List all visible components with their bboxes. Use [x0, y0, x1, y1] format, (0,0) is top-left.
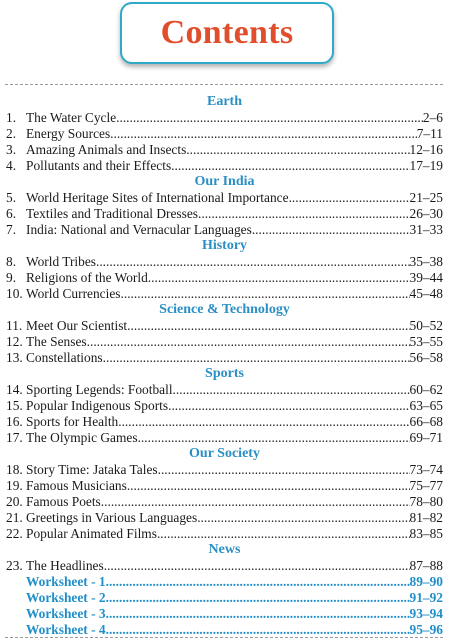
- table-of-contents: [6, 94, 443, 638]
- entry-number: 17.: [6, 430, 23, 445]
- entry-pages: 89–90: [409, 574, 443, 589]
- entry-pages: 2–6: [422, 110, 443, 125]
- entry-number: 8.: [6, 254, 17, 269]
- entry-title: Popular Animated Films: [26, 526, 157, 541]
- entry-title: World Tribes: [26, 254, 96, 269]
- dot-leader: [106, 606, 410, 622]
- entry-title: The Headlines: [26, 558, 104, 573]
- contents-title-box: [120, 2, 334, 64]
- entry-title: India: National and Vernacular Languages: [26, 222, 252, 237]
- entry-pages: 87–88: [409, 558, 443, 573]
- entry-number: 22.: [6, 526, 23, 541]
- entry-pages: 83–85: [409, 526, 443, 541]
- dot-leader: [106, 622, 410, 638]
- entry-number: 21.: [6, 510, 23, 525]
- entry-title: Greetings in Various Languages: [26, 510, 198, 525]
- entry-pages: 81–82: [409, 510, 443, 525]
- entry-number: 10.: [6, 286, 23, 301]
- worksheet-entry[interactable]: [6, 622, 443, 638]
- dot-leader: [148, 270, 410, 286]
- entry-pages: 91–92: [409, 590, 443, 605]
- dot-leader: [87, 334, 410, 350]
- dot-leader: [110, 126, 417, 142]
- entry-title: Constellations: [26, 350, 103, 365]
- dot-leader: [127, 478, 410, 494]
- entry-number: 14.: [6, 382, 23, 397]
- entry-number: 9.: [6, 270, 17, 285]
- toc-entry[interactable]: [6, 318, 443, 334]
- dot-leader: [158, 462, 410, 478]
- dot-leader: [118, 414, 409, 430]
- worksheet-entry[interactable]: [6, 606, 443, 622]
- toc-entry[interactable]: [6, 158, 443, 174]
- toc-entry[interactable]: [6, 126, 443, 142]
- entry-number: 5.: [6, 190, 17, 205]
- dot-leader: [171, 158, 409, 174]
- worksheet-entry[interactable]: [6, 590, 443, 606]
- entry-title: Textiles and Traditional Dresses: [26, 206, 199, 221]
- entry-pages: 78–80: [409, 494, 443, 509]
- dot-leader: [104, 558, 410, 574]
- entry-number: 3.: [6, 142, 17, 157]
- top-divider: [5, 84, 443, 85]
- entry-pages: 21–25: [409, 190, 443, 205]
- entry-number: 6.: [6, 206, 17, 221]
- entry-pages: 63–65: [409, 398, 443, 413]
- entry-title: Sporting Legends: Football: [26, 382, 173, 397]
- entry-title: World Heritage Sites of International Importance: [26, 190, 289, 205]
- toc-entry[interactable]: [6, 462, 443, 478]
- entry-title: Amazing Animals and Insects: [26, 142, 187, 157]
- entry-pages: 26–30: [409, 206, 443, 221]
- entry-title: Famous Poets: [26, 494, 101, 509]
- entry-pages: 66–68: [409, 414, 443, 429]
- entry-number: 19.: [6, 478, 23, 493]
- entry-title: Meet Our Scientist: [26, 318, 128, 333]
- entry-title: The Senses: [26, 334, 87, 349]
- bottom-divider: [5, 637, 443, 638]
- dot-leader: [168, 398, 409, 414]
- entry-pages: 73–74: [409, 462, 443, 477]
- toc-entry[interactable]: [6, 206, 443, 222]
- dot-leader: [96, 254, 410, 270]
- entry-number: 4.: [6, 158, 17, 173]
- toc-entry[interactable]: [6, 510, 443, 526]
- entry-title: Story Time: Jataka Tales: [26, 462, 158, 477]
- entry-title: Popular Indigenous Sports: [26, 398, 169, 413]
- entry-pages: 45–48: [409, 286, 443, 301]
- entry-title: Energy Sources: [26, 126, 111, 141]
- toc-entry[interactable]: [6, 526, 443, 542]
- toc-entry[interactable]: [6, 382, 443, 398]
- dot-leader: [101, 494, 410, 510]
- entry-title: Worksheet - 4: [26, 622, 106, 637]
- entry-number: 18.: [6, 462, 23, 477]
- entry-number: 13.: [6, 350, 23, 365]
- toc-entry[interactable]: [6, 430, 443, 446]
- section-heading: Our India: [194, 174, 255, 189]
- entry-number: 7.: [6, 222, 17, 237]
- entry-pages: 60–62: [409, 382, 443, 397]
- entry-pages: 7–11: [416, 126, 443, 141]
- dot-leader: [121, 286, 410, 302]
- entry-pages: 93–94: [409, 606, 443, 621]
- toc-entry[interactable]: [6, 190, 443, 206]
- toc-entry[interactable]: [6, 398, 443, 414]
- toc-entry[interactable]: [6, 270, 443, 286]
- entry-pages: 39–44: [409, 270, 443, 285]
- entry-pages: 56–58: [409, 350, 443, 365]
- entry-number: 15.: [6, 398, 23, 413]
- section-heading: Earth: [207, 94, 242, 109]
- entry-title: Religions of the World: [26, 270, 148, 285]
- dot-leader: [289, 190, 410, 206]
- entry-pages: 12–16: [409, 142, 443, 157]
- entry-number: 16.: [6, 414, 23, 429]
- dot-leader: [198, 206, 410, 222]
- section-heading: Our Society: [189, 446, 260, 461]
- section-heading: Science & Technology: [159, 302, 290, 317]
- entry-title: Pollutants and their Effects: [26, 158, 172, 173]
- entry-pages: 95–96: [409, 622, 443, 637]
- entry-number: 1.: [6, 110, 17, 125]
- toc-entry[interactable]: [6, 222, 443, 238]
- entry-number: 11.: [6, 318, 23, 333]
- entry-pages: 69–71: [409, 430, 443, 445]
- entry-number: 2.: [6, 126, 17, 141]
- toc-entry[interactable]: [6, 414, 443, 430]
- toc-entry[interactable]: [6, 350, 443, 366]
- entry-pages: 35–38: [409, 254, 443, 269]
- toc-entry[interactable]: [6, 254, 443, 270]
- section-heading: Sports: [205, 366, 244, 381]
- toc-entry[interactable]: [6, 478, 443, 494]
- entry-title: Famous Musicians: [26, 478, 127, 493]
- dot-leader: [173, 382, 410, 398]
- entry-pages: 75–77: [409, 478, 443, 493]
- entry-number: 20.: [6, 494, 23, 509]
- entry-title: Worksheet - 2: [26, 590, 106, 605]
- entry-title: Worksheet - 1: [26, 574, 106, 589]
- entry-title: Sports for Health: [26, 414, 119, 429]
- dot-leader: [127, 318, 409, 334]
- dot-leader: [157, 526, 410, 542]
- entry-title: The Olympic Games: [26, 430, 138, 445]
- toc-entry[interactable]: [6, 558, 443, 574]
- toc-entry[interactable]: [6, 334, 443, 350]
- entry-title: World Currencies: [26, 286, 121, 301]
- dot-leader: [103, 350, 410, 366]
- dot-leader: [106, 574, 410, 590]
- toc-entry[interactable]: [6, 110, 443, 126]
- dot-leader: [106, 590, 410, 606]
- entry-pages: 31–33: [409, 222, 443, 237]
- toc-entry[interactable]: [6, 286, 443, 302]
- dot-leader: [186, 142, 409, 158]
- entry-pages: 17–19: [409, 158, 443, 173]
- entry-pages: 53–55: [409, 334, 443, 349]
- dot-leader: [197, 510, 409, 526]
- dot-leader: [116, 110, 423, 126]
- entry-title: Worksheet - 3: [26, 606, 106, 621]
- entry-pages: 50–52: [409, 318, 443, 333]
- toc-entry[interactable]: [6, 142, 443, 158]
- toc-entry[interactable]: [6, 494, 443, 510]
- entry-title: The Water Cycle: [26, 110, 117, 125]
- entry-number: 12.: [6, 334, 23, 349]
- dot-leader: [252, 222, 410, 238]
- section-heading: History: [201, 238, 248, 253]
- section-heading: News: [208, 542, 241, 557]
- dot-leader: [138, 430, 410, 446]
- worksheet-entry[interactable]: [6, 574, 443, 590]
- entry-number: 23.: [6, 558, 23, 573]
- page-title: Contents: [160, 14, 294, 51]
